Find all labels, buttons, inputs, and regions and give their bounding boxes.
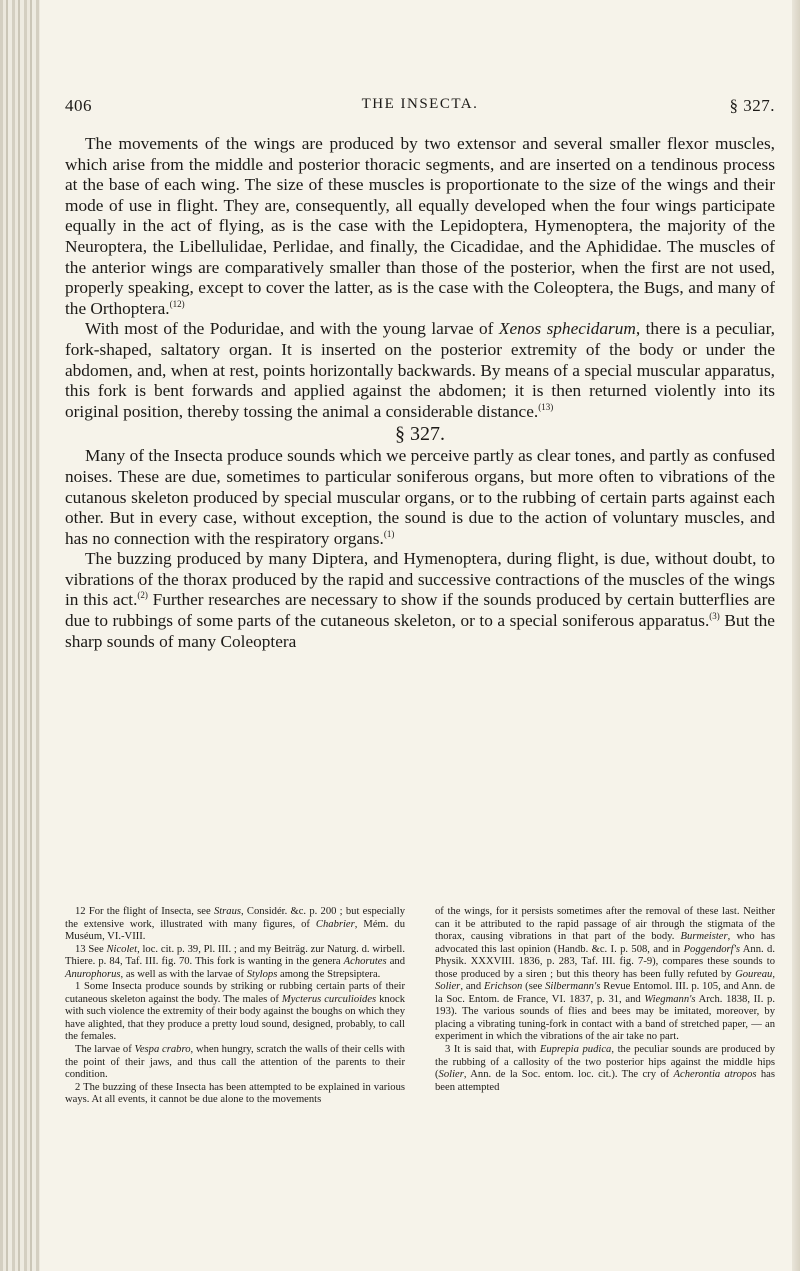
header-section-number: § 327.	[729, 96, 775, 115]
footnote-12: 12 For the flight of Insecta, see Straus, Considér. &c. p. 200 ; but especially the extensive work, illustrated with many figures, of Chabrier, Mém. du Muséum, VI.-VIII.	[65, 906, 405, 943]
paragraph-buzzing: The buzzing produced by many Diptera, and Hymenoptera, during flight, is due, without doubt, to vibrations of the thorax produced by the rapid and successive contractions of the muscles of the wings in this act.$^{(2)}$ Further researches are necessary to show if the sounds produced by certain butterflies are due to rubbings of some parts of the cutaneous skeleton, or to a special soniferous apparatus.$^{(3)}$ But the sharp sounds of many Coleoptera	[65, 549, 775, 651]
paragraph-wing-muscles: The movements of the wings are produced by two extensor and several smaller flexor muscles, which arise from the middle and posterior thoracic segments, and are inserted on a tendinous process at the base of each wing. The size of these muscles is proportionate to the size of the wings and their mode of use in flight. They are, consequently, all equally developed when the four wings participate equally in the act of flying, as is the case with the Lepidoptera, Hymenoptera, the majority of the Neuroptera, the Libellulidae, Perlidae, and finally, the Cicadidae, and the Aphididae. The muscles of the anterior wings are comparatively smaller than those of the posterior, when the first are not used, properly speaking, except to cover the latter, as is the case with the Coleoptera, the Bugs, and many of the Orthoptera.$^{(12)}$	[65, 134, 775, 318]
main-text	[65, 134, 775, 652]
footnote-3: 3 It is said that, with Euprepia pudica, the peculiar sounds are produced by the rubbing of a callosity of the two posterior hips against the middle hips (Solier, Ann. de la Soc. entom. loc. cit.). The cry of Acherontia atropos has been attempted	[435, 1044, 775, 1093]
page-number: 406	[65, 96, 92, 115]
section-heading: § 327.	[395, 423, 445, 446]
running-header	[65, 96, 775, 120]
footnote-ref-13: (13)	[538, 401, 554, 412]
species-name: Xenos sphecidarum	[498, 319, 636, 339]
footnote-1-continued: The larvae of Vespa crabro, when hungry, scratch the walls of their cells with the point of their jaws, and thus call the attention of the parents to their condition.	[65, 1044, 405, 1081]
paragraph-saltatory-organ: With most of the Poduridae, and with the young larvae of Xenos sphecidarum, there is a peculiar, fork-shaped, saltatory organ. It is inserted on the posterior extremity of the body or under the abdomen, and, when at rest, points horizontally backwards. By means of a special muscular apparatus, this fork is bent forwards and applied against the abdomen; it is then returned violently into its original position, thereby tossing the animal a considerable distance.$^{(13)}$	[65, 319, 775, 421]
running-title: THE INSECTA.	[361, 96, 479, 112]
footnotes	[65, 906, 775, 1246]
footnote-1: 1 Some Insecta produce sounds by striking or rubbing certain parts of their cutaneous skeleton against the body. The males of Mycterus curculioides knock with such violence the extremity of their body against the boughs on which they have alighted, that they produce a pretty loud sound, designed, probably, to call the females.	[65, 981, 405, 1043]
footnote-ref-3: (3)	[709, 611, 720, 622]
footnote-ref-2: (2)	[137, 590, 148, 601]
footnotes-right-column	[435, 906, 775, 1094]
footnote-2-continued: of the wings, for it persists sometimes after the removal of these last. Neither can it be attributed to the rapid passage of air through the stigmata of the thorax, causing vibrations in that part of the body. Burmeister, who has advocated this last opinion (Handb. &c. I. p. 508, and in Poggendorf's Ann. d. Physik. XXXVIII. 1836, p. 283, Taf. III. fig. 7-9), compares these sounds to those produced by a siren ; but this theory has been fully refuted by Goureau, Solier, and Erichson (see Silbermann's Revue Entomol. III. p. 105, and Ann. de la Soc. Entom. de France, VI. 1837, p. 31, and Wiegmann's Arch. 1838, II. p. 193). The various sounds of flies and bees may be imitated, moreover, by placing a vibrating tuning-fork in contact with a band of stretched paper, — an experiment in which the vibrations of the air take no part.	[435, 906, 775, 1043]
footnote-ref-12: (12)	[169, 298, 185, 309]
footnote-ref-1: (1)	[383, 528, 395, 539]
page-edge	[792, 0, 800, 1271]
paragraph-sounds: Many of the Insecta produce sounds which we perceive partly as clear tones, and partly as confused noises. These are due, sometimes to particular soniferous organs, but more often to vibrations of the cutanous skeleton produced by special muscular organs, or to the rubbing of certain parts against each other. But in every case, without exception, the sound is due to the action of voluntary muscles, and has no connection with the respiratory organs.$^{(1)}$	[65, 446, 775, 548]
book-binding-edge	[0, 0, 40, 1271]
footnote-2: 2 The buzzing of these Insecta has been attempted to be explained in various ways. At all events, it cannot be due alone to the movements	[65, 1081, 405, 1106]
book-page	[65, 0, 775, 1271]
footnote-13: 13 See Nicolet, loc. cit. p. 39, Pl. III. ; and my Beiträg. zur Naturg. d. wirbell. Thiere. p. 84, Taf. III. fig. 70. This fork is wanting in the genera Achorutes and Anurophorus, as well as with the larvae of Stylops among the Strepsiptera.	[65, 943, 405, 980]
footnotes-left-column	[65, 906, 405, 1107]
